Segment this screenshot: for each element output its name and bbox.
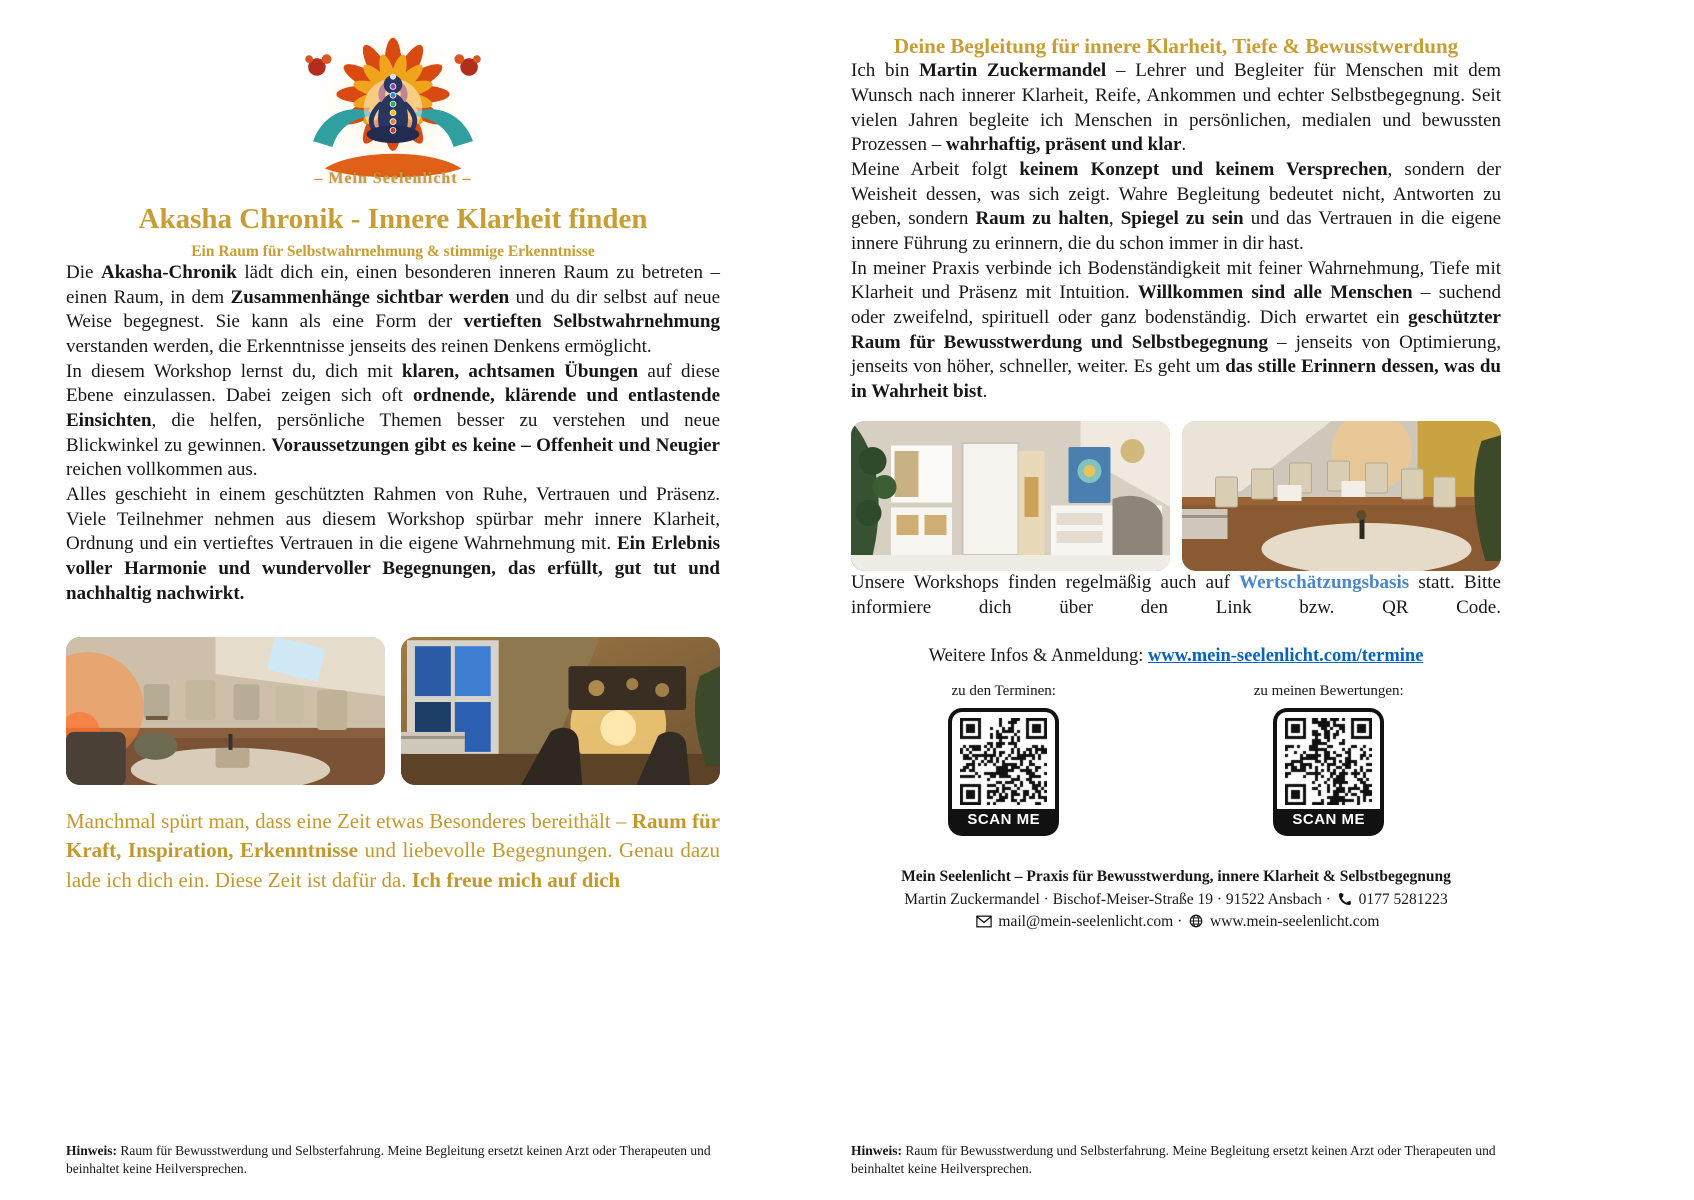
phone-icon (1338, 892, 1352, 906)
qr-block-bewertungen (1254, 683, 1404, 836)
intro-paragraph: Die Akasha-Chronik lädt dich ein, einen besonderen inneren Raum zu betreten – einen Raum, in dem Zusammenhänge sichtbar werden und du dir selbst auf neue Weise begegnest. Sie kann als eine Form der vertieften Selbstwahrnehmung verstanden werden, die Erkenntnisse jenseits des reinen Denkens ermöglicht. (66, 261, 720, 357)
photo-seminar-circle-graphic (1182, 421, 1501, 571)
photo-workshop-room-warm (66, 637, 385, 785)
right-heading: Deine Begleitung für innere Klarheit, Tiefe & Bewusstwerdung (893, 34, 1459, 58)
workshop-paragraph: In diesem Workshop lernst du, dich mit klaren, achtsamen Übungen auf diese Ebene einzulassen. Dabei zeigen sich oft ordnende, klärende und entlastende Einsichten, die helfen, persönliche Themen besser zu verstehen und neue Blickwinkel zu gewinnen. Voraussetzungen gibt es keine – Offenheit und Neugier reichen vollkommen aus. (66, 360, 720, 481)
envelope-icon (976, 915, 992, 928)
photo-row-right (851, 421, 1501, 571)
page-right (851, 34, 1501, 1178)
footer-address-line (851, 889, 1501, 911)
info-label: Weitere Infos & Anmeldung: (928, 646, 1149, 667)
logo-caption: – Mein Seelenlicht – (314, 170, 472, 187)
photo-session-room-evening-graphic (401, 637, 720, 785)
photo-row-left (66, 637, 720, 785)
photo-praxis-room (851, 421, 1170, 571)
atmosphere-paragraph: Alles geschieht in einem geschützten Rahmen von Ruhe, Vertrauen und Präsenz. Viele Teilnehmer nehmen aus diesem Workshop spürbar mehr innere Klarheit, Ordnung und ein vertieftes Vertrauen in die eigene Wahrnehmung mit. Ein Erlebnis voller Harmonie und wundervoller Begegnungen, das erfüllt, gut tut und nachhaltig nachwirkt. (66, 484, 720, 604)
workshops-paragraph: Unsere Workshops finden regelmäßig auch auf Wertschätzungsbasis statt. Bitte informiere dich über den Link bzw. QR Code. (851, 571, 1501, 618)
qr-canvas-bewertungen (1285, 718, 1372, 805)
disclaimer-right: Hinweis: Raum für Bewusstwerdung und Selbsterfahrung. Meine Begleitung ersetzt keinen Arzt oder Therapeuten und beinhaltet keine Heilversprechen. (851, 1142, 1496, 1176)
qr-label-termine: zu den Terminen: (951, 683, 1056, 700)
approach-paragraph: Meine Arbeit folgt keinem Konzept und keinem Versprechen, sondern der Weisheit dessen, was sich zeigt. Wahre Begleitung bedeutet nicht, Antworten zu geben, sondern Raum zu halten, Spiegel zu sein und das Vertrauen in die eigene innere Führung zu erinnern, die du schon immer in dir hast. (851, 158, 1502, 254)
scan-me-label-1: SCAN ME (967, 811, 1041, 829)
termine-link[interactable]: www.mein-seelenlicht.com/termine (1148, 646, 1424, 667)
photo-session-room-evening (401, 637, 720, 785)
info-link-line (851, 646, 1501, 667)
page-title: Akasha Chronik - Innere Klarheit finden (138, 203, 648, 235)
qr-block-termine (948, 683, 1059, 836)
disclaimer-left: Hinweis: Raum für Bewusstwerdung und Selbsterfahrung. Meine Begleitung ersetzt keinen Arzt oder Therapeuten und beinhaltet keine Heilversprechen. (66, 1142, 711, 1176)
globe-icon (1189, 914, 1203, 928)
qr-code-bewertungen (1273, 708, 1384, 836)
footer-web-line (851, 911, 1501, 933)
page-left (66, 26, 720, 1178)
scan-me-label-2: SCAN ME (1292, 811, 1366, 829)
logo (66, 26, 720, 188)
page-subtitle: Ein Raum für Selbstwahrnehmung & stimmige Erkenntnisse (191, 242, 595, 260)
mandala-logo-icon (295, 26, 491, 186)
footer-address: Martin Zuckermandel · Bischof-Meiser-Straße 19 · 91522 Ansbach · (904, 890, 1331, 908)
photo-workshop-room-warm-graphic (66, 637, 385, 785)
qr-code-termine (948, 708, 1059, 836)
footer-phone: 0177 5281223 (1358, 890, 1448, 908)
photo-praxis-room-graphic (851, 421, 1170, 571)
footer-title: Mein Seelenlicht – Praxis für Bewusstwerdung, innere Klarheit & Selbstbegegnung (901, 868, 1451, 886)
qr-row (851, 683, 1501, 836)
qr-label-bewertungen: zu meinen Bewertungen: (1253, 683, 1404, 700)
footer-site: www.mein-seelenlicht.com (1210, 913, 1380, 931)
contact-footer (851, 866, 1501, 933)
footer-email: mail@mein-seelenlicht.com · (998, 913, 1183, 931)
qr-canvas-termine (960, 718, 1047, 805)
invitation-paragraph: Manchmal spürt man, dass eine Zeit etwas Besonderes bereithält – Raum für Kraft, Inspiration, Erkenntnisse und liebevolle Begegnungen. Genau dazu lade ich dich ein. Diese Zeit ist dafür da. Ich freue mich auf dich (66, 808, 721, 893)
about-paragraph: Ich bin Martin Zuckermandel – Lehrer und Begleiter für Menschen mit dem Wunsch nach innerer Klarheit, Reife, Ankommen und echter Selbstbegegnung. Seit vielen Jahren begleite ich Menschen in persönlichen, medialen und bewussten Prozessen – wahrhaftig, präsent und klar. (851, 60, 1501, 156)
photo-seminar-circle (1182, 421, 1501, 571)
practice-paragraph: In meiner Praxis verbinde ich Bodenständigkeit mit feiner Wahrnehmung, Tiefe mit Klarheit und Präsenz mit Intuition. Willkommen sind alle Menschen – suchend oder zweifelnd, spirituell oder ganz bodenständig. Dich erwartet ein geschützter Raum für Bewusstwerdung und Selbstbegegnung – jenseits von Optimierung, jenseits von höher, schneller, weiter. Es geht um das stille Erinnern dessen, was du in Wahrheit bist. (851, 257, 1501, 403)
